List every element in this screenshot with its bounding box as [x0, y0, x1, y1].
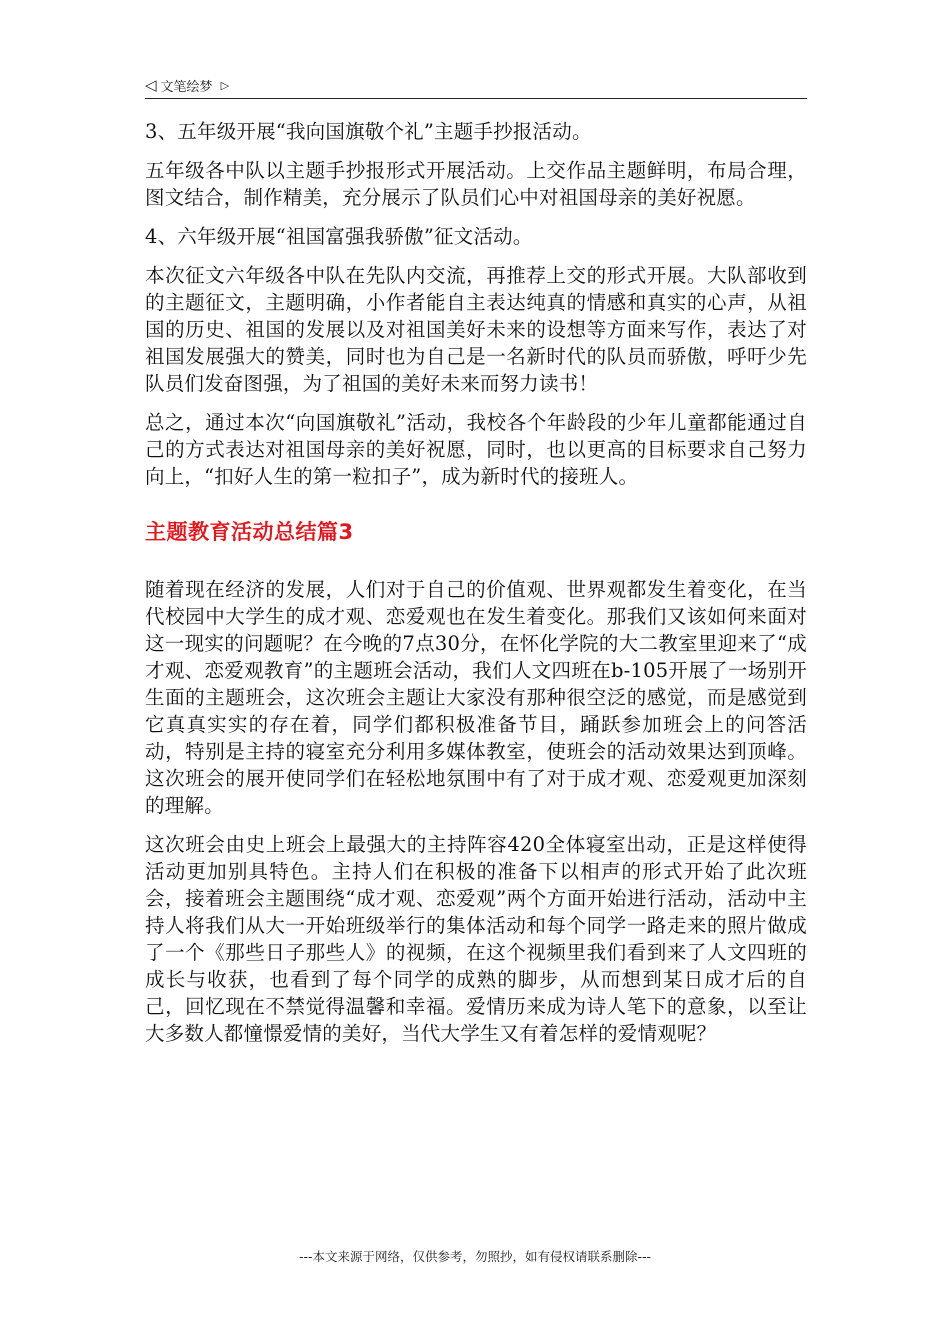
paragraph: 总之，通过本次“向国旗敬礼”活动，我校各个年龄段的少年儿童都能通过自己的方式表达对祖国母亲的美好祝愿，同时，也以更高的目标要求自己努力向上，“扣好人生的第一粒扣子”，成为新时代的接班人。 [145, 411, 807, 488]
header-brand [145, 76, 229, 95]
triangle-right-icon: ▷ [220, 79, 230, 92]
section-title: 主题教育活动总结篇3 [145, 520, 354, 544]
page-header [145, 74, 807, 99]
page-footer: ---本文来源于网络，仅供参考，勿照抄，如有侵权请联系删除--- [298, 1249, 652, 1264]
paragraph: 五年级各中队以主题手抄报形式开展活动。上交作品主题鲜明，布局合理，图文结合，制作精美，充分展示了队员们心中对祖国母亲的美好祝愿。 [145, 159, 807, 209]
brand-name: 文笔绘梦 [160, 80, 213, 95]
triangle-left-icon: ◁ [145, 76, 157, 94]
document-body [145, 118, 807, 1059]
paragraph: 随着现在经济的发展，人们对于自己的价值观、世界观都发生着变化，在当代校园中大学生的成才观、恋爱观也在发生着变化。那我们又该如何来面对这一现实的问题呢？在今晚的7点30分，在怀化学院的大二教室里迎来了“成才观、恋爱观教育”的主题班会活动，我们人文四班在b-105开展了一场别开生面的主题班会，这次班会主题让大家没有那种很空泛的感觉，而是感觉到它真真实实的存在着，同学们都积极准备节目，踊跃参加班会上的问答活动，特别是主持的寝室充分利用多媒体教室，使班会的活动效果达到顶峰。这次班会的展开使同学们在轻松地氛围中有了对于成才观、恋爱观更加深刻的理解。 [145, 578, 807, 817]
item-4-heading: 4、六年级开展“祖国富强我骄傲”征文活动。 [145, 225, 533, 248]
item-3-heading: 3、五年级开展“我向国旗敬个礼”主题手抄报活动。 [145, 120, 592, 143]
paragraph: 这次班会由史上班会上最强大的主持阵容420全体寝室出动，正是这样使得活动更加别具特色。主持人们在积极的准备下以相声的形式开始了此次班会，接着班会主题围绕“成才观、恋爱观”两个方面开始进行活动，活动中主持人将我们从大一开始班级举行的集体活动和每个同学一路走来的照片做成了一个《那些日子那些人》的视频，在这个视频里我们看到来了人文四班的成长与收获，也看到了每个同学的成熟的脚步，从而想到某日成才后的自己，回忆现在不禁觉得温馨和幸福。爱情历来成为诗人笔下的意象，以至让大多数人都憧憬爱情的美好，当代大学生又有着怎样的爱情观呢？ [145, 833, 807, 1045]
paragraph: 本次征文六年级各中队在先队内交流，再推荐上交的形式开展。大队部收到的主题征文，主题明确，小作者能自主表达纯真的情感和真实的心声，从祖国的历史、祖国的发展以及对祖国美好未来的设想等方面来写作，表达了对祖国发展强大的赞美，同时也为自己是一名新时代的队员而骄傲，呼吁少先队员们发奋图强，为了祖国的美好未来而努力读书！ [145, 264, 807, 395]
